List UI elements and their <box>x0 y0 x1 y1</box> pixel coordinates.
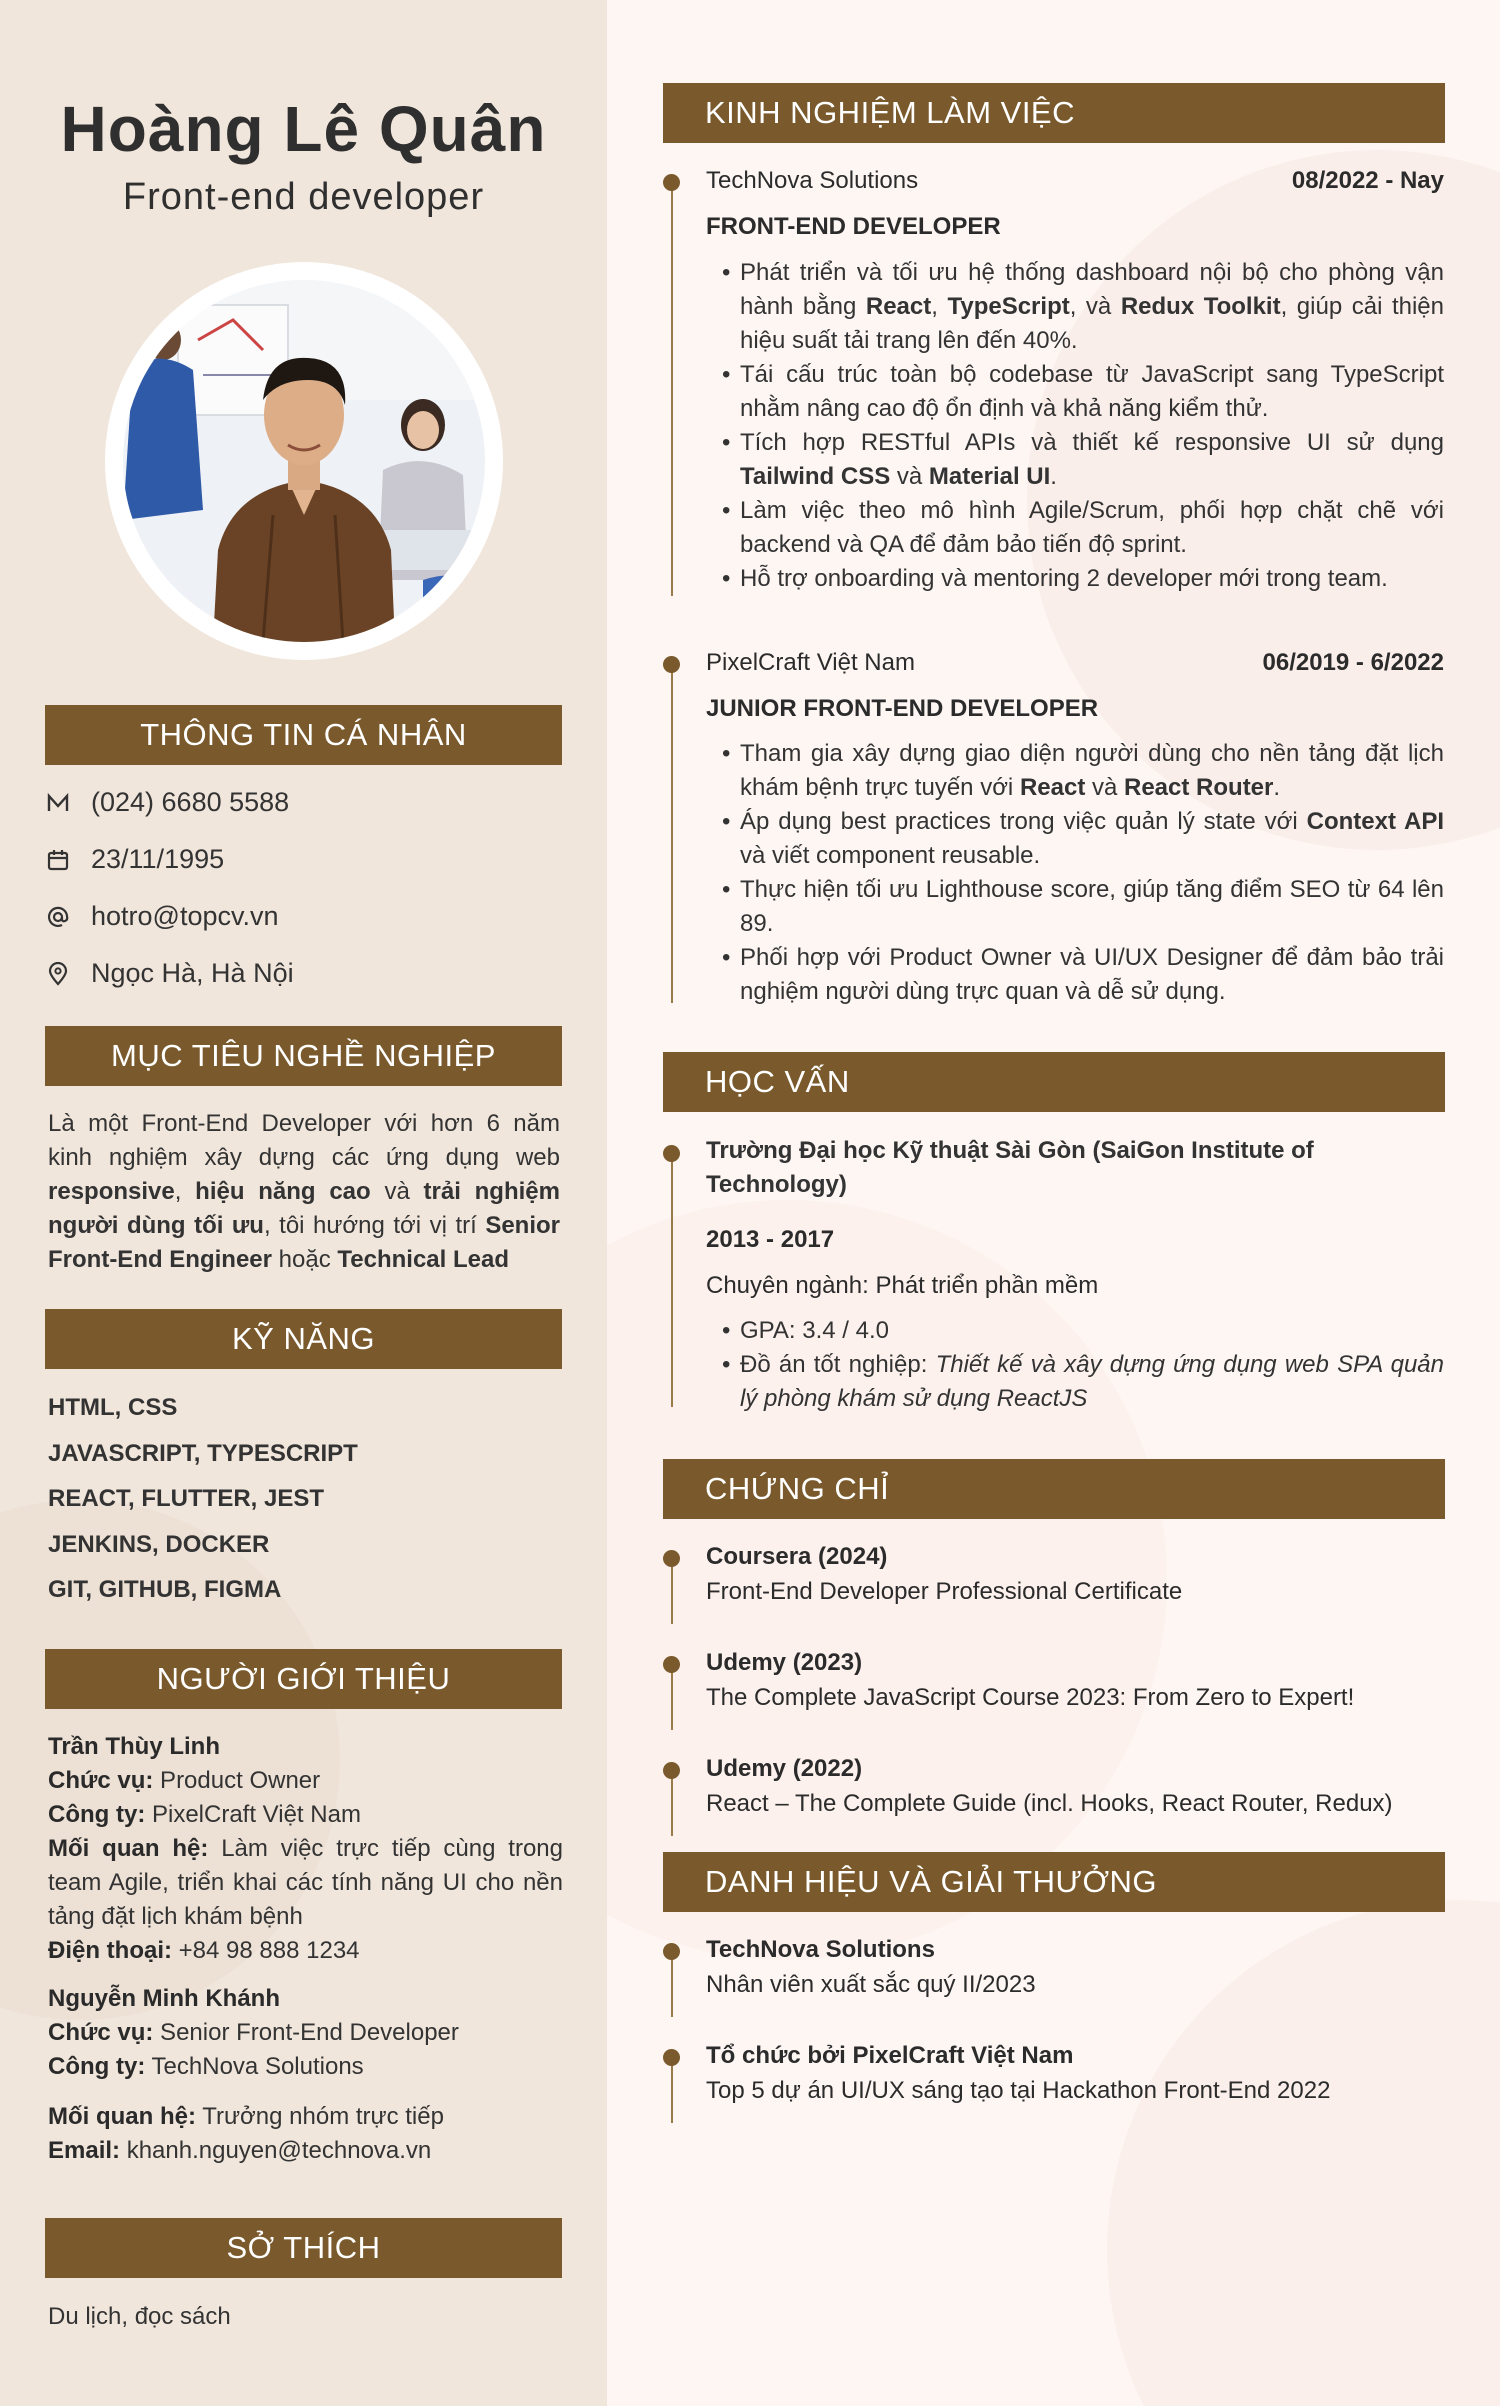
job-bullets <box>722 256 1444 596</box>
certificate-name: Front-End Developer Professional Certificate <box>706 1578 1183 1605</box>
award-name: Nhân viên xuất sắc quý II/2023 <box>706 1971 1036 1998</box>
objective-text: Là một Front-End Developer với hơn 6 năm kinh nghiệm xây dựng các ứng dụng web responsive, hiệu năng cao và trải nghiệm người dùng tối ưu, tôi hướng tới vị trí Senior Front-End Engineer hoặc Technical Lead <box>48 1110 560 1273</box>
hobbies-text: Du lịch, đọc sách <box>48 2303 231 2330</box>
certificates-heading: CHỨNG CHỈ <box>663 1459 1445 1519</box>
avatar <box>123 280 485 642</box>
timeline-dot <box>663 174 680 191</box>
list-item: • Tái cấu trúc toàn bộ codebase từ JavaScript sang TypeScript nhằm nâng cao độ ổn định và khả năng kiểm thử. <box>722 358 1444 426</box>
job-period: 08/2022 - Nay <box>1291 167 1444 194</box>
skill-item: GIT, GITHUB, FIGMA <box>48 1576 282 1603</box>
timeline-line <box>671 181 673 596</box>
award-org: Tổ chức bởi PixelCraft Việt Nam <box>706 2042 1074 2069</box>
skill-item: REACT, FLUTTER, JEST <box>48 1485 325 1512</box>
award-name: Top 5 dự án UI/UX sáng tạo tại Hackathon Front-End 2022 <box>706 2077 1331 2104</box>
hobbies-heading: SỞ THÍCH <box>45 2218 562 2278</box>
reference-2: Nguyễn Minh Khánh Chức vụ: Senior Front-End Developer Công ty: TechNova Solutions Mối quan hệ: Trưởng nhóm trực tiếp Email: khanh.nguyen@technova.vn <box>48 1985 459 2164</box>
skills-heading: KỸ NĂNG <box>45 1309 562 1369</box>
timeline-dot <box>663 1762 680 1779</box>
list-item: • Làm việc theo mô hình Agile/Scrum, phối hợp chặt chẽ với backend và QA để đảm bảo tiến độ sprint. <box>722 494 1444 562</box>
school-name: Trường Đại học Kỹ thuật Sài Gòn (SaiGon Institute of Technology) <box>706 1137 1314 1198</box>
timeline-line <box>671 1663 673 1730</box>
timeline-line <box>671 1950 673 2017</box>
birthday-text: 23/11/1995 <box>91 844 225 874</box>
award-org: TechNova Solutions <box>706 1936 935 1963</box>
timeline-dot <box>663 1943 680 1960</box>
timeline-dot <box>663 1550 680 1567</box>
at-icon <box>45 904 71 930</box>
job-position: FRONT-END DEVELOPER <box>706 213 1001 240</box>
candidate-name: Hoàng Lê Quân <box>60 93 547 165</box>
timeline-dot <box>663 656 680 673</box>
list-item: • Áp dụng best practices trong việc quản lý state với Context API và viết component reusable. <box>722 805 1444 873</box>
skill-item: HTML, CSS <box>48 1394 178 1421</box>
job-position: JUNIOR FRONT-END DEVELOPER <box>706 695 1099 722</box>
education-bullets <box>722 1314 1444 1416</box>
list-item: • Hỗ trợ onboarding và mentoring 2 developer mới trong team. <box>722 562 1444 596</box>
certificate-org: Udemy (2023) <box>706 1649 863 1676</box>
contact-address <box>45 958 294 989</box>
list-item: • Phát triển và tối ưu hệ thống dashboard nội bộ cho phòng vận hành bằng React, TypeScript, và Redux Toolkit, giúp cải thiện hiệu suất tải trang lên đến 40%. <box>722 256 1444 358</box>
timeline-line <box>671 2056 673 2123</box>
reference-1: Trần Thùy Linh Chức vụ: Product Owner Công ty: PixelCraft Việt Nam Mối quan hệ: Làm việc trực tiếp cùng trong team Agile, triển khai các tính năng UI cho nền tảng đặt lịch khám bệnh Điện thoại: +84 98 888 1234 <box>48 1733 564 1964</box>
education-major: Chuyên ngành: Phát triển phần mềm <box>706 1272 1099 1299</box>
list-item: • Tích hợp RESTful APIs và thiết kế responsive UI sử dụng Tailwind CSS và Material UI. <box>722 426 1444 494</box>
education-period: 2013 - 2017 <box>706 1226 835 1253</box>
timeline-dot <box>663 2049 680 2066</box>
phone-text: (024) 6680 5588 <box>91 787 290 817</box>
list-item: • Tham gia xây dựng giao diện người dùng cho nền tảng đặt lịch khám bệnh trực tuyến với React và React Router. <box>722 737 1444 805</box>
list-item: • GPA: 3.4 / 4.0 <box>722 1314 1444 1348</box>
certificate-org: Udemy (2022) <box>706 1755 863 1782</box>
skill-item: JENKINS, DOCKER <box>48 1531 270 1558</box>
timeline-line <box>671 1769 673 1836</box>
personal-info-heading: THÔNG TIN CÁ NHÂN <box>45 705 562 765</box>
experience-heading: KINH NGHIỆM LÀM VIỆC <box>663 83 1445 143</box>
references-heading: NGƯỜI GIỚI THIỆU <box>45 1649 562 1709</box>
timeline-line <box>671 1152 673 1407</box>
timeline-dot <box>663 1656 680 1673</box>
certificate-org: Coursera (2024) <box>706 1543 888 1570</box>
timeline-line <box>671 663 673 1003</box>
candidate-role: Front-end developer <box>122 176 485 218</box>
skill-item: JAVASCRIPT, TYPESCRIPT <box>48 1440 358 1467</box>
certificate-name: React – The Complete Guide (incl. Hooks, React Router, Redux) <box>706 1790 1393 1817</box>
phone-icon <box>45 790 71 816</box>
timeline-dot <box>663 1145 680 1162</box>
timeline-line <box>671 1557 673 1624</box>
address-text: Ngọc Hà, Hà Nội <box>91 958 294 988</box>
job-company: TechNova Solutions <box>706 167 919 194</box>
email-link[interactable]: hotro@topcv.vn <box>91 901 279 931</box>
list-item: • Đồ án tốt nghiệp: Thiết kế và xây dựng ứng dụng web SPA quản lý phòng khám sử dụng ReactJS <box>722 1348 1444 1416</box>
contact-birthday <box>45 844 224 875</box>
job-company: PixelCraft Việt Nam <box>706 649 915 676</box>
job-bullets <box>722 737 1444 1009</box>
map-pin-icon <box>45 961 71 987</box>
job-period: 06/2019 - 6/2022 <box>1262 649 1444 676</box>
awards-heading: DANH HIỆU VÀ GIẢI THƯỞNG <box>663 1852 1445 1912</box>
contact-email <box>45 901 279 932</box>
calendar-icon <box>45 847 71 873</box>
education-heading: HỌC VẤN <box>663 1052 1445 1112</box>
list-item: • Phối hợp với Product Owner và UI/UX Designer để đảm bảo trải nghiệm người dùng trực quan và dễ sử dụng. <box>722 941 1444 1009</box>
contact-phone <box>45 787 289 818</box>
objective-heading: MỤC TIÊU NGHỀ NGHIỆP <box>45 1026 562 1086</box>
list-item: • Thực hiện tối ưu Lighthouse score, giúp tăng điểm SEO từ 64 lên 89. <box>722 873 1444 941</box>
reference-email-link[interactable]: khanh.nguyen@technova.vn <box>120 2137 432 2164</box>
certificate-name: The Complete JavaScript Course 2023: From Zero to Expert! <box>706 1684 1355 1711</box>
